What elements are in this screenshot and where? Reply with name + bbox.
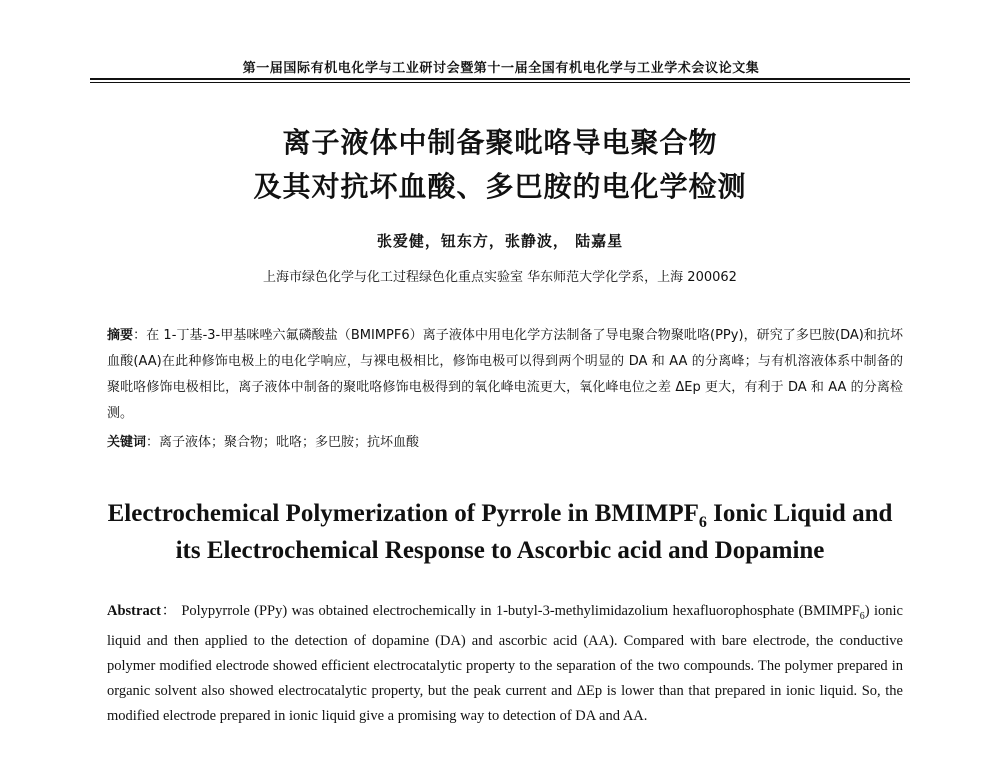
english-title-subscript: 6: [698, 514, 707, 531]
header-rule-thin: [90, 82, 910, 83]
english-abstract-label: Abstract: [107, 603, 161, 619]
chinese-abstract-label: 摘要: [107, 328, 134, 343]
chinese-abstract-text: ：在 1-丁基-3-甲基咪唑六氟磷酸盐（BMIMPF6）离子液体中用电化学方法制备了导电聚合物聚吡咯(PPy)，研究了多巴胺(DA)和抗坏血酸(AA)在此种修饰电极上的电化学响应，与裸电极相比，修饰电极可以得到两个明显的 DA 和 AA 的分离峰；与有机溶液体系中制备的聚吡咯修饰电极相比，离子液体中制备的聚吡咯修饰电极得到的氧化峰电流更大，氧化峰电位之差 ΔEp 更大，有利于 DA 和 AA 的分离检测。: [107, 328, 903, 421]
english-title-line-2: its Electrochemical Response to Ascorbic acid and Dopamine: [175, 537, 825, 564]
authors: 张爱健，钮东方，张静波， 陆嘉星: [376, 232, 624, 250]
english-abstract: [107, 599, 903, 729]
english-title-line-1-pre: Electrochemical Polymerization of Pyrrole in BMIMPF: [107, 500, 699, 527]
chinese-abstract: [107, 323, 903, 427]
chinese-title-line-1: 离子液体中制备聚吡咯导电聚合物: [282, 126, 718, 159]
chinese-keywords-text: ：离子液体；聚合物；吡咯；多巴胺；抗坏血酸: [146, 435, 420, 450]
english-title-line-1-post: Ionic Liquid and: [706, 500, 893, 527]
chinese-keywords-label: 关键词: [107, 435, 147, 450]
header-rule-thick: [90, 78, 910, 80]
english-abstract-part-1: ： Polypyrrole (PPy) was obtained electrochemically in 1-butyl-3-methylimidazolium hexafluorophosphate (BMIMPF: [160, 603, 860, 619]
english-abstract-subscript: 6: [859, 610, 865, 622]
chinese-title-line-2: 及其对抗坏血酸、多巴胺的电化学检测: [253, 170, 747, 203]
chinese-keywords: [107, 431, 903, 450]
affiliation: 上海市绿色化学与化工过程绿色化重点实验室 华东师范大学化学系，上海 200062: [263, 270, 737, 285]
english-abstract-part-2: ) ionic liquid and then applied to the detection of dopamine (DA) and ascorbic acid (AA). Compared with bare electrode, the conductive polymer modified electrode showed efficient electrocatalytic property to the separation of the two compounds. The polymer prepared in organic solvent also showed electrocatalytic property, but the peak current and ΔEp is lower than that prepared in ionic liquid. So, the modified electrode prepared in ionic liquid give a promising way to detection of DA and AA.: [107, 603, 903, 724]
english-title-line-1: [60, 500, 940, 532]
running-header: 第一届国际有机电化学与工业研讨会暨第十一届全国有机电化学与工业学术会议论文集: [242, 61, 760, 76]
